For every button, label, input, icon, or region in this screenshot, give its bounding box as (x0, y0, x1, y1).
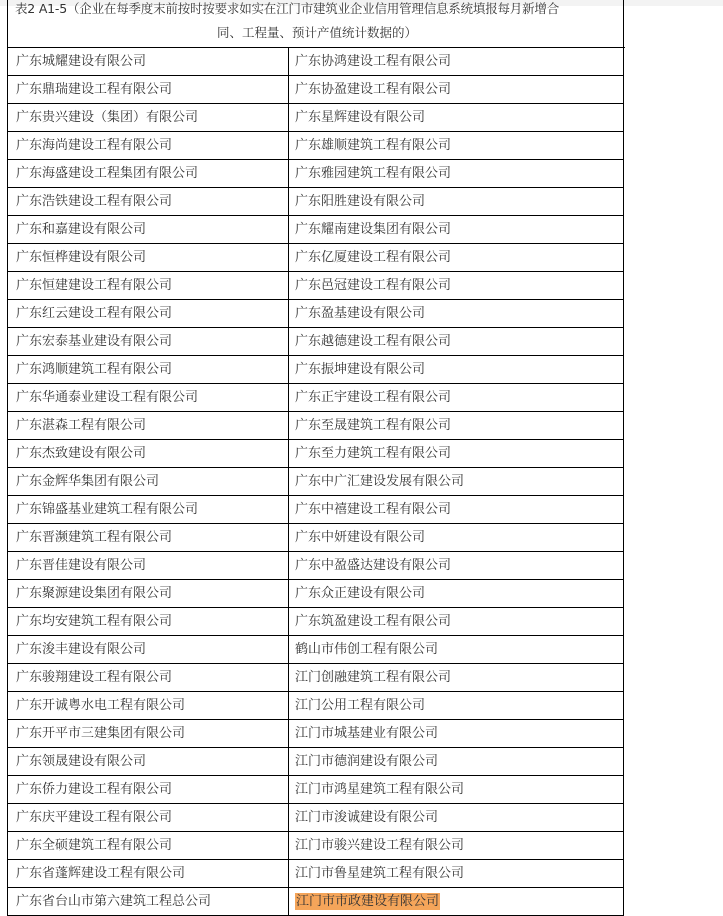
table-row (8, 384, 623, 412)
company-name-cell-left: 广东省蓬辉建设工程有限公司 (8, 860, 289, 888)
company-name-cell-left: 广东晋濒建筑工程有限公司 (8, 524, 289, 552)
table-caption (8, 0, 625, 48)
table-row (8, 468, 623, 496)
table-row (8, 272, 623, 300)
company-name-cell-left: 广东侨力建设工程有限公司 (8, 776, 289, 804)
company-name-cell-right: 广东协鸿建设工程有限公司 (289, 48, 624, 76)
company-name-cell-right: 广东中盈盛达建设有限公司 (289, 552, 624, 580)
table-row (8, 636, 623, 664)
company-name-cell-right: 江门市鲁星建筑工程有限公司 (289, 860, 624, 888)
table-row (8, 328, 623, 356)
table-row (8, 552, 623, 580)
company-name-cell-left: 广东均安建筑工程有限公司 (8, 608, 289, 636)
company-name-cell-right: 广东协盈建设工程有限公司 (289, 76, 624, 104)
table-row (8, 216, 623, 244)
company-name-cell-left: 广东华通泰业建设工程有限公司 (8, 384, 289, 412)
company-name-cell-right: 江门市城基建业有限公司 (289, 720, 624, 748)
company-name-cell-left: 广东领晟建设有限公司 (8, 748, 289, 776)
company-name-cell-right: 广东至力建筑工程有限公司 (289, 440, 624, 468)
company-name-cell-left: 广东湛森工程有限公司 (8, 412, 289, 440)
company-name-cell-left: 广东浚丰建设有限公司 (8, 636, 289, 664)
table-row (8, 244, 623, 272)
table-row (8, 608, 623, 636)
company-name-cell-right: 江门市骏兴建设工程有限公司 (289, 832, 624, 860)
company-name-cell-left: 广东晋佳建设有限公司 (8, 552, 289, 580)
company-name-cell-right: 鹤山市伟创工程有限公司 (289, 636, 624, 664)
company-name-cell-right: 江门市鸿星建筑工程有限公司 (289, 776, 624, 804)
company-name-cell-right: 广东正宇建设工程有限公司 (289, 384, 624, 412)
company-name-cell-left: 广东鸿顺建筑工程有限公司 (8, 356, 289, 384)
company-name-cell-left: 广东锦盛基业建筑工程有限公司 (8, 496, 289, 524)
company-name-cell-left: 广东庆平建设工程有限公司 (8, 804, 289, 832)
document-page (7, 0, 624, 916)
company-table-body (8, 48, 623, 916)
company-name-cell-left: 广东红云建设工程有限公司 (8, 300, 289, 328)
company-name-cell-right: 广东雄顺建筑工程有限公司 (289, 132, 624, 160)
company-name-cell-right: 广东中妍建设有限公司 (289, 524, 624, 552)
company-name-cell-left: 广东金辉华集团有限公司 (8, 468, 289, 496)
company-name-cell-left: 广东骏翔建设工程有限公司 (8, 664, 289, 692)
company-name-cell-right: 广东亿厦建设工程有限公司 (289, 244, 624, 272)
company-name-cell-right: 广东中禧建设工程有限公司 (289, 496, 624, 524)
table-row (8, 888, 623, 916)
company-name-cell-right: 江门公用工程有限公司 (289, 692, 624, 720)
company-name-cell-left: 广东海尚建设工程有限公司 (8, 132, 289, 160)
table-row (8, 748, 623, 776)
company-name-cell-left: 广东省台山市第六建筑工程总公司 (8, 888, 289, 916)
company-name-cell-left: 广东开平市三建集团有限公司 (8, 720, 289, 748)
table-row (8, 496, 623, 524)
table-row (8, 356, 623, 384)
company-name-cell-left: 广东鼎瑞建设工程有限公司 (8, 76, 289, 104)
table-row (8, 664, 623, 692)
company-name-cell-right: 广东中广汇建设发展有限公司 (289, 468, 624, 496)
table-row (8, 300, 623, 328)
company-name-cell-right: 广东振坤建设有限公司 (289, 356, 624, 384)
table-row (8, 720, 623, 748)
company-name-cell-right: 江门创融建筑工程有限公司 (289, 664, 624, 692)
company-name-cell-left: 广东和嘉建设有限公司 (8, 216, 289, 244)
table-row (8, 524, 623, 552)
company-name-cell-right: 广东至晟建筑工程有限公司 (289, 412, 624, 440)
table-row (8, 440, 623, 468)
table-row (8, 860, 623, 888)
table-row (8, 104, 623, 132)
company-name-cell-right: 广东阳胜建设有限公司 (289, 188, 624, 216)
company-name-cell-right: 广东耀南建设集团有限公司 (289, 216, 624, 244)
table-row (8, 412, 623, 440)
company-name-cell-right: 广东众正建设有限公司 (289, 580, 624, 608)
company-name-cell-right: 广东盈基建设有限公司 (289, 300, 624, 328)
table-row (8, 48, 623, 76)
company-name-cell-left: 广东贵兴建设（集团）有限公司 (8, 104, 289, 132)
company-table (8, 48, 623, 916)
company-name-cell-right: 广东越德建设工程有限公司 (289, 328, 624, 356)
company-name-cell-right: 广东邑冠建设工程有限公司 (289, 272, 624, 300)
company-name-cell-right: 江门市浚诚建设有限公司 (289, 804, 624, 832)
company-name-cell-left: 广东全硕建筑工程有限公司 (8, 832, 289, 860)
company-name-cell-left: 广东杰致建设有限公司 (8, 440, 289, 468)
table-row (8, 832, 623, 860)
table-row (8, 188, 623, 216)
company-name-cell-right (289, 888, 624, 916)
company-name-cell-right: 江门市德润建设有限公司 (289, 748, 624, 776)
company-name-cell-left: 广东海盛建设工程集团有限公司 (8, 160, 289, 188)
company-name-cell-left: 广东恒建建设工程有限公司 (8, 272, 289, 300)
company-name-cell-left: 广东开诚粤水电工程有限公司 (8, 692, 289, 720)
caption-line-1: 表2 A1-5（企业在每季度末前按时按要求如实在江门市建筑业企业信用管理信息系统填报每月新增合 (15, 1, 559, 16)
highlighted-company-name: 江门市市政建设有限公司 (296, 894, 440, 909)
company-name-cell-right: 广东星辉建设有限公司 (289, 104, 624, 132)
company-name-cell-left: 广东宏泰基业建设有限公司 (8, 328, 289, 356)
company-name-cell-left: 广东城耀建设有限公司 (8, 48, 289, 76)
table-row (8, 580, 623, 608)
company-name-cell-left: 广东聚源建设集团有限公司 (8, 580, 289, 608)
company-name-cell-left: 广东恒桦建设有限公司 (8, 244, 289, 272)
table-row (8, 160, 623, 188)
company-name-cell-left: 广东浩铁建设工程有限公司 (8, 188, 289, 216)
company-name-cell-right: 广东雅园建筑工程有限公司 (289, 160, 624, 188)
table-row (8, 692, 623, 720)
table-row (8, 132, 623, 160)
table-row (8, 804, 623, 832)
caption-line-2: 同、工程量、预计产值统计数据的） (216, 25, 417, 40)
company-name-cell-right: 广东筑盈建设工程有限公司 (289, 608, 624, 636)
table-row (8, 76, 623, 104)
table-row (8, 776, 623, 804)
